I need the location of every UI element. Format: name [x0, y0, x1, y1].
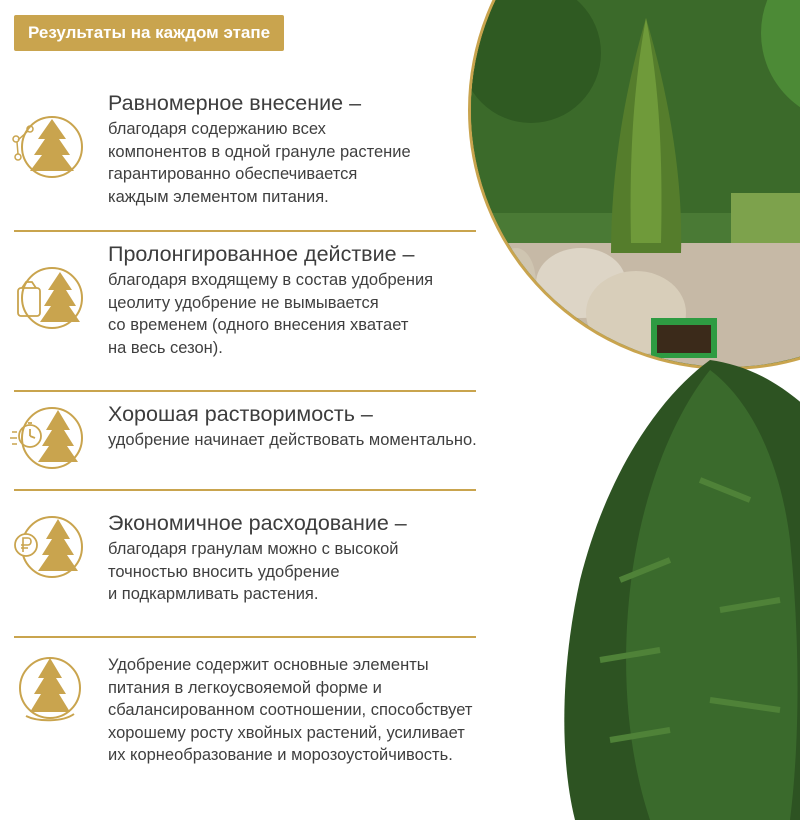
- benefit-text: благодаря входящему в состав удобрения цеолиту удобрение не вымывается со временем (одного внесения хватает на весь сезон).: [108, 271, 434, 357]
- benefit-text: благодаря гранулам можно с высокой точностью вносить удобрение и подкармливать растения.: [108, 540, 399, 603]
- benefit-title: Экономичное расходование –: [108, 511, 407, 535]
- header-badge: Результаты на каждом этапе: [14, 15, 284, 51]
- divider: [14, 489, 476, 491]
- benefit-title: Пролонгированное действие –: [108, 242, 415, 266]
- divider: [14, 636, 476, 638]
- benefit-title: Хорошая растворимость –: [108, 402, 373, 426]
- ruble-coin-tree-icon: [8, 509, 88, 585]
- thuja-image: [560, 360, 800, 820]
- benefit-text: удобрение начинает действовать моментально.: [108, 431, 477, 449]
- benefit-text: благодаря содержанию всех компонентов в одной грануле растение гарантированно обеспечивается каждым элементом питания.: [108, 120, 411, 206]
- divider: [14, 230, 476, 232]
- stopwatch-tree-icon: [8, 400, 88, 476]
- benefit-text: Удобрение содержит основные элементы питания в легкоусвояемой форме и сбалансированном соотношении, способствует хорошему росту хвойных растений, усиливает их корнеобразование и морозоустойчивость.: [108, 656, 473, 764]
- divider: [14, 390, 476, 392]
- fertilizer-bag-tree-icon: [8, 260, 88, 336]
- benefit-title: Равномерное внесение –: [108, 91, 362, 115]
- tree-icon: [8, 650, 88, 726]
- molecule-tree-icon: [8, 109, 88, 185]
